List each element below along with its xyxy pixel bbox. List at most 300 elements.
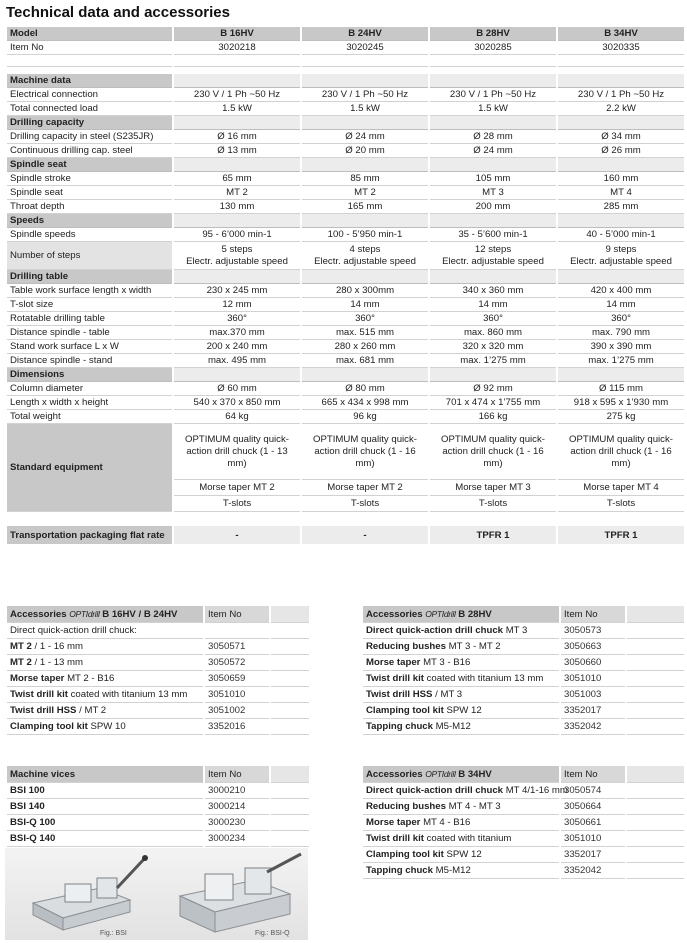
section-filler xyxy=(302,368,428,382)
spec-value: 95 - 6’000 min-1 xyxy=(174,228,300,242)
spec-label: Spindle seat xyxy=(7,186,172,200)
accessory-row xyxy=(363,655,684,671)
spec-row xyxy=(7,200,684,214)
brand-logo: OPTIdrill xyxy=(425,768,456,779)
section-filler xyxy=(430,116,556,130)
spec-value-line: 5 steps xyxy=(221,243,253,255)
accessory-title-model: B 28HV xyxy=(455,608,492,620)
spec-value: 390 x 390 mm xyxy=(558,340,684,354)
spec-value: 64 kg xyxy=(174,410,300,424)
spec-row xyxy=(7,298,684,312)
row-spacer xyxy=(627,639,684,655)
standard-equipment-slots: T-slots xyxy=(302,496,428,512)
spec-label: Spindle speeds xyxy=(7,228,172,242)
section-filler xyxy=(558,116,684,130)
accessory-name: Clamping tool kit xyxy=(366,705,444,716)
blank-cell xyxy=(174,55,300,67)
accessory-row xyxy=(363,623,684,639)
spec-value-line: 9 steps xyxy=(605,243,637,255)
spec-label: Distance spindle - table xyxy=(7,326,172,340)
spec-value: Ø 60 mm xyxy=(174,382,300,396)
accessory-description xyxy=(7,719,203,735)
accessory-item-no xyxy=(205,623,269,639)
accessory-row xyxy=(7,623,309,639)
accessory-item-no: 3000234 xyxy=(205,831,269,847)
section-filler xyxy=(302,158,428,172)
section-filler xyxy=(302,116,428,130)
spec-value: 918 x 595 x 1’930 mm xyxy=(558,396,684,410)
accessory-item-no: 3050572 xyxy=(205,655,269,671)
accessory-description xyxy=(7,799,203,815)
spec-label: Spindle stroke xyxy=(7,172,172,186)
spec-value: max. 860 mm xyxy=(430,326,556,340)
accessory-description xyxy=(7,639,203,655)
item-no-value: 3020245 xyxy=(302,41,428,55)
accessory-row xyxy=(7,719,309,735)
accessories-table-b28hv xyxy=(361,606,686,735)
spec-value: 360° xyxy=(558,312,684,326)
spec-value: 280 x 300mm xyxy=(302,284,428,298)
section-header-row xyxy=(7,270,684,284)
accessory-detail: coated with titanium xyxy=(426,833,512,844)
standard-equipment-slots: T-slots xyxy=(174,496,300,512)
spec-label: Throat depth xyxy=(7,200,172,214)
accessory-detail: Direct quick-action drill chuck: xyxy=(10,625,137,636)
accessory-name: Twist drill kit xyxy=(10,689,68,700)
header-spacer xyxy=(271,766,309,783)
row-spacer xyxy=(627,671,684,687)
technical-data-table xyxy=(5,27,686,544)
gap-cell xyxy=(7,512,172,526)
accessory-item-no: 3352042 xyxy=(561,719,625,735)
figure-caption-bsi-q: Fig.: BSI-Q xyxy=(255,930,290,937)
section-title: Drilling table xyxy=(7,270,172,284)
accessory-item-no: 3050573 xyxy=(561,623,625,639)
section-filler xyxy=(430,158,556,172)
accessory-row xyxy=(363,703,684,719)
accessory-description xyxy=(363,687,559,703)
spec-value: max. 1’275 mm xyxy=(430,354,556,368)
transport-value: TPFR 1 xyxy=(558,526,684,544)
item-no-value: 3020335 xyxy=(558,41,684,55)
accessory-row xyxy=(7,799,309,815)
accessory-detail: MT 4 - MT 3 xyxy=(448,801,501,812)
row-spacer xyxy=(627,719,684,735)
row-spacer xyxy=(271,687,309,703)
spec-value: Ø 24 mm xyxy=(430,144,556,158)
accessory-row xyxy=(363,719,684,735)
spec-value: 35 - 5’600 min-1 xyxy=(430,228,556,242)
spec-label: Continuous drilling cap. steel xyxy=(7,144,172,158)
blank-row xyxy=(7,67,684,74)
spec-row xyxy=(7,88,684,102)
accessory-item-no: 3000214 xyxy=(205,799,269,815)
spec-value: 1.5 kW xyxy=(302,102,428,116)
spec-value: 200 x 240 mm xyxy=(174,340,300,354)
spec-value: 280 x 260 mm xyxy=(302,340,428,354)
spec-value: 360° xyxy=(430,312,556,326)
spec-value: 100 - 5’950 min-1 xyxy=(302,228,428,242)
spec-row xyxy=(7,172,684,186)
accessory-description xyxy=(7,655,203,671)
spec-row xyxy=(7,284,684,298)
accessory-name: Direct quick-action drill chuck xyxy=(366,785,504,796)
accessory-name: Twist drill HSS xyxy=(366,689,433,700)
spec-value: 130 mm xyxy=(174,200,300,214)
accessory-name: Morse taper xyxy=(366,657,421,668)
section-header-row xyxy=(7,116,684,130)
page-title: Technical data and accessories xyxy=(6,4,230,21)
accessory-description xyxy=(363,655,559,671)
row-spacer xyxy=(271,719,309,735)
spec-value-line: Electr. adjustable speed xyxy=(314,255,416,267)
gap-row xyxy=(7,512,684,526)
accessory-header-row xyxy=(363,766,684,783)
accessory-row xyxy=(363,783,684,799)
accessory-item-no: 3000210 xyxy=(205,783,269,799)
row-spacer xyxy=(271,655,309,671)
spec-value: Ø 16 mm xyxy=(174,130,300,144)
accessory-name: Tapping chuck xyxy=(366,721,433,732)
machine-vices-table xyxy=(5,766,311,847)
accessory-row xyxy=(363,639,684,655)
section-title: Drilling capacity xyxy=(7,116,172,130)
accessory-row xyxy=(7,687,309,703)
spec-value: 420 x 400 mm xyxy=(558,284,684,298)
accessory-title xyxy=(363,766,559,783)
accessory-detail: MT 4 - B16 xyxy=(423,817,471,828)
accessory-description xyxy=(363,783,568,799)
spec-row xyxy=(7,242,684,270)
accessory-header-row xyxy=(363,606,684,623)
section-filler xyxy=(430,270,556,284)
accessory-item-no: 3050659 xyxy=(205,671,269,687)
spec-value-line: 4 steps xyxy=(349,243,381,255)
spec-value: MT 4 xyxy=(558,186,684,200)
item-no-value: 3020285 xyxy=(430,41,556,55)
accessory-name: Morse taper xyxy=(10,673,65,684)
spec-value: 230 V / 1 Ph ~50 Hz xyxy=(430,88,556,102)
model-name: B 34HV xyxy=(558,27,684,41)
accessory-title-prefix: Accessories xyxy=(366,608,426,620)
section-filler xyxy=(302,214,428,228)
accessory-item-no: 3051010 xyxy=(205,687,269,703)
accessory-item-no: 3051010 xyxy=(561,831,625,847)
spec-value: MT 2 xyxy=(302,186,428,200)
spec-value xyxy=(430,242,556,270)
section-filler xyxy=(174,214,300,228)
accessory-name: Twist drill HSS xyxy=(10,705,77,716)
accessory-name: BSI-Q 100 xyxy=(10,817,56,828)
accessory-title: Machine vices xyxy=(7,766,203,783)
accessory-item-no: 3352017 xyxy=(561,703,625,719)
accessory-row xyxy=(363,815,684,831)
accessory-name: Direct quick-action drill chuck xyxy=(366,625,504,636)
spec-row xyxy=(7,186,684,200)
spec-value: 14 mm xyxy=(302,298,428,312)
section-title: Machine data xyxy=(7,74,172,88)
spec-value: 540 x 370 x 850 mm xyxy=(174,396,300,410)
blank-cell xyxy=(430,55,556,67)
spec-value: max.370 mm xyxy=(174,326,300,340)
accessory-description xyxy=(363,671,559,687)
spec-row xyxy=(7,102,684,116)
standard-equipment-slots: T-slots xyxy=(430,496,556,512)
spec-value: 275 kg xyxy=(558,410,684,424)
accessory-detail: MT 3 xyxy=(505,625,528,636)
spec-value: Ø 26 mm xyxy=(558,144,684,158)
standard-equipment-taper: Morse taper MT 2 xyxy=(174,480,300,496)
spec-value: 160 mm xyxy=(558,172,684,186)
spec-value: max. 515 mm xyxy=(302,326,428,340)
accessory-name: BSI-Q 140 xyxy=(10,833,56,844)
accessory-description xyxy=(363,719,559,735)
accessory-row xyxy=(363,671,684,687)
gap-cell xyxy=(558,512,684,526)
bsi-vice-image xyxy=(33,855,148,930)
section-title: Dimensions xyxy=(7,368,172,382)
blank-cell xyxy=(302,55,428,67)
bsi-q-vice-image xyxy=(180,854,301,932)
spec-value: 230 V / 1 Ph ~50 Hz xyxy=(558,88,684,102)
accessory-detail: / MT 3 xyxy=(435,689,463,700)
spec-value: 230 V / 1 Ph ~50 Hz xyxy=(302,88,428,102)
accessory-header-row xyxy=(7,766,309,783)
row-spacer xyxy=(271,799,309,815)
gap-cell xyxy=(430,512,556,526)
accessory-row xyxy=(7,831,309,847)
accessory-description xyxy=(363,639,559,655)
row-spacer xyxy=(627,783,684,799)
spec-value: 360° xyxy=(302,312,428,326)
spec-label: Total weight xyxy=(7,410,172,424)
accessory-description xyxy=(363,847,559,863)
accessory-description xyxy=(7,703,203,719)
section-header-row xyxy=(7,368,684,382)
spec-value: 1.5 kW xyxy=(174,102,300,116)
spec-value: 701 x 474 x 1’755 mm xyxy=(430,396,556,410)
accessory-row xyxy=(363,831,684,847)
accessory-detail: MT 4/1-16 mm xyxy=(505,785,568,796)
section-filler xyxy=(174,74,300,88)
spec-value: 2.2 kW xyxy=(558,102,684,116)
accessories-table-b16hv-b24hv xyxy=(5,606,311,735)
accessory-name: MT 2 xyxy=(10,657,32,668)
accessory-description xyxy=(7,815,203,831)
accessory-detail: SPW 12 xyxy=(446,849,482,860)
section-filler xyxy=(430,214,556,228)
accessory-description xyxy=(363,623,559,639)
spec-value: Ø 24 mm xyxy=(302,130,428,144)
spec-label: Distance spindle - stand xyxy=(7,354,172,368)
section-filler xyxy=(174,270,300,284)
standard-equipment-taper: Morse taper MT 3 xyxy=(430,480,556,496)
accessory-header-row xyxy=(7,606,309,623)
accessory-name: BSI 100 xyxy=(10,785,45,796)
spec-value: max. 790 mm xyxy=(558,326,684,340)
spec-value: 165 mm xyxy=(302,200,428,214)
gap-cell xyxy=(302,512,428,526)
accessory-row xyxy=(7,655,309,671)
blank-cell xyxy=(7,67,172,74)
model-label: Model xyxy=(7,27,172,41)
accessory-row xyxy=(7,783,309,799)
accessory-title xyxy=(363,606,559,623)
spec-value: max. 681 mm xyxy=(302,354,428,368)
accessory-item-no: 3050571 xyxy=(205,639,269,655)
accessory-description xyxy=(7,687,203,703)
accessory-name: Twist drill kit xyxy=(366,673,424,684)
accessory-detail: SPW 12 xyxy=(446,705,482,716)
spec-row xyxy=(7,354,684,368)
item-no-label: Item No xyxy=(7,41,172,55)
section-header-row xyxy=(7,214,684,228)
accessory-row xyxy=(7,639,309,655)
accessory-detail: / MT 2 xyxy=(79,705,107,716)
accessory-row xyxy=(363,687,684,703)
spec-value: Ø 28 mm xyxy=(430,130,556,144)
spec-value: MT 3 xyxy=(430,186,556,200)
accessory-detail: / 1 - 16 mm xyxy=(34,641,84,652)
model-name: B 24HV xyxy=(302,27,428,41)
spec-value xyxy=(558,242,684,270)
accessory-detail: coated with titanium 13 mm xyxy=(70,689,188,700)
spec-row xyxy=(7,228,684,242)
accessory-item-no: 3000230 xyxy=(205,815,269,831)
spec-label: Column diameter xyxy=(7,382,172,396)
section-filler xyxy=(558,368,684,382)
accessory-name: Clamping tool kit xyxy=(10,721,88,732)
spec-value-line: Electr. adjustable speed xyxy=(186,255,288,267)
item-no-header: Item No xyxy=(205,766,269,783)
spec-label: Length x width x height xyxy=(7,396,172,410)
spec-value: 12 mm xyxy=(174,298,300,312)
accessory-description xyxy=(7,783,203,799)
accessory-name: Morse taper xyxy=(366,817,421,828)
row-spacer xyxy=(271,815,309,831)
spec-label: Electrical connection xyxy=(7,88,172,102)
accessory-title-prefix: Accessories xyxy=(366,768,426,780)
accessory-item-no: 3050660 xyxy=(561,655,625,671)
accessory-item-no: 3051002 xyxy=(205,703,269,719)
section-filler xyxy=(430,368,556,382)
row-spacer xyxy=(271,831,309,847)
header-spacer xyxy=(271,606,309,623)
accessory-item-no: 3352016 xyxy=(205,719,269,735)
spec-row xyxy=(7,396,684,410)
gap-cell xyxy=(174,512,300,526)
accessory-detail: / 1 - 13 mm xyxy=(34,657,84,668)
transport-value: - xyxy=(174,526,300,544)
accessory-title-model: B 34HV xyxy=(455,768,492,780)
spec-value: Ø 115 mm xyxy=(558,382,684,396)
spec-value: MT 2 xyxy=(174,186,300,200)
accessory-item-no: 3352017 xyxy=(561,847,625,863)
accessory-description xyxy=(363,863,559,879)
spec-label: Rotatable drilling table xyxy=(7,312,172,326)
accessory-description xyxy=(7,623,203,639)
spec-row xyxy=(7,410,684,424)
spec-value: 85 mm xyxy=(302,172,428,186)
row-spacer xyxy=(627,655,684,671)
accessory-item-no: 3352042 xyxy=(561,863,625,879)
standard-equipment-label: Standard equipment xyxy=(7,424,172,512)
spec-value: 665 x 434 x 998 mm xyxy=(302,396,428,410)
spec-value: 340 x 360 mm xyxy=(430,284,556,298)
spec-value: 230 x 245 mm xyxy=(174,284,300,298)
accessory-detail: MT 3 - B16 xyxy=(423,657,471,668)
section-filler xyxy=(174,116,300,130)
section-filler xyxy=(430,74,556,88)
spec-row xyxy=(7,144,684,158)
section-filler xyxy=(174,158,300,172)
spec-value: 166 kg xyxy=(430,410,556,424)
blank-cell xyxy=(558,55,684,67)
accessory-row xyxy=(7,815,309,831)
section-header-row xyxy=(7,158,684,172)
spec-value xyxy=(174,242,300,270)
header-spacer xyxy=(627,606,684,623)
section-filler xyxy=(174,368,300,382)
spec-row xyxy=(7,340,684,354)
accessory-name: Reducing bushes xyxy=(366,801,446,812)
spec-value: 1.5 kW xyxy=(430,102,556,116)
figure-caption-bsi: Fig.: BSI xyxy=(100,930,127,937)
section-filler xyxy=(558,158,684,172)
spec-value: 65 mm xyxy=(174,172,300,186)
spec-value: max. 1’275 mm xyxy=(558,354,684,368)
spec-value: Ø 34 mm xyxy=(558,130,684,144)
spec-value: Ø 13 mm xyxy=(174,144,300,158)
spec-value: 320 x 320 mm xyxy=(430,340,556,354)
accessory-detail: coated with titanium 13 mm xyxy=(426,673,544,684)
section-title: Speeds xyxy=(7,214,172,228)
spec-value: 360° xyxy=(174,312,300,326)
row-spacer xyxy=(271,639,309,655)
accessory-name: BSI 140 xyxy=(10,801,45,812)
spec-value-line: 12 steps xyxy=(474,243,512,255)
item-no-row xyxy=(7,41,684,55)
standard-equipment-taper: Morse taper MT 2 xyxy=(302,480,428,496)
section-header-row xyxy=(7,74,684,88)
row-spacer xyxy=(627,799,684,815)
transport-label: Transportation packaging flat rate xyxy=(7,526,172,544)
model-name: B 28HV xyxy=(430,27,556,41)
brand-logo: OPTIdrill xyxy=(69,608,100,619)
header-spacer xyxy=(627,766,684,783)
accessory-row xyxy=(7,703,309,719)
row-spacer xyxy=(271,783,309,799)
transport-value: TPFR 1 xyxy=(430,526,556,544)
accessory-item-no: 3050661 xyxy=(561,815,625,831)
row-spacer xyxy=(627,815,684,831)
section-filler xyxy=(558,74,684,88)
accessory-description xyxy=(7,831,203,847)
standard-equipment-chuck: OPTIMUM quality quick-action drill chuck (1 - 13 mm) xyxy=(174,424,300,480)
accessory-description xyxy=(363,831,559,847)
accessory-item-no: 3051010 xyxy=(561,671,625,687)
standard-equipment-taper: Morse taper MT 4 xyxy=(558,480,684,496)
blank-row xyxy=(7,55,684,67)
standard-equipment-chuck: OPTIMUM quality quick-action drill chuck (1 - 16 mm) xyxy=(430,424,556,480)
accessory-item-no: 3050663 xyxy=(561,639,625,655)
transport-row xyxy=(7,526,684,544)
spec-row xyxy=(7,130,684,144)
spec-value: 40 - 5’000 min-1 xyxy=(558,228,684,242)
standard-equipment-chuck: OPTIMUM quality quick-action drill chuck (1 - 16 mm) xyxy=(302,424,428,480)
section-filler xyxy=(302,270,428,284)
accessory-detail: SPW 10 xyxy=(90,721,126,732)
